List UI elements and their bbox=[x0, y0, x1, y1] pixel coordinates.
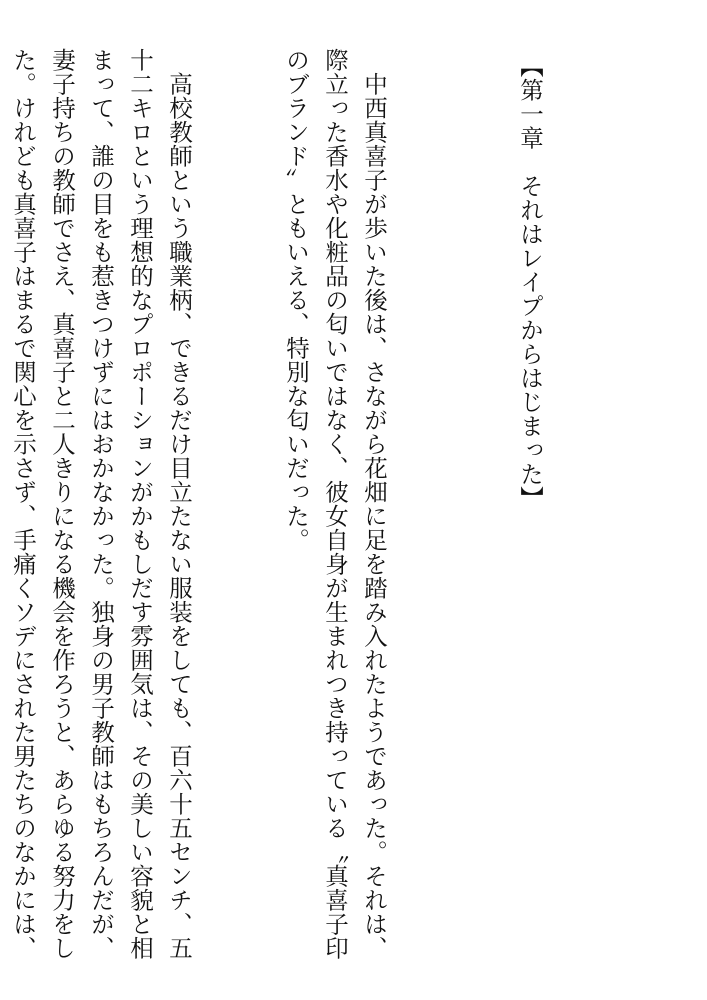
vertical-text-body bbox=[0, 48, 627, 978]
paragraph-2: 高校教師という職業柄、できるだけ目立たない服装をしても、百六十五センチ、五十二キロという理想的なプロポーションがかもしだす雰囲気は、その美しい容貌と相まって、誰の目をも惹きつけずにはおかなかった。独身の男子教師はもちろんだが、妻子持ちの教師でさえ、真喜子と二人きりになる機会を作ろうと、あらゆる努力をした。けれども真喜子はまるで関心を示さず、手痛くソデにされた男たちのなかには、 bbox=[9, 48, 193, 960]
chapter-title: 【第一章 それはレイプからはじまった】 bbox=[516, 54, 544, 510]
paragraph-1: 中西真喜子が歩いた後は、さながら花畑に足を踏み入れたようであった。それは、際立った香水や化粧品の匂いではなく、彼女自身が生まれつき持っている〝真喜子印のブランド〟ともいえる、特別な匂いだった。 bbox=[282, 48, 388, 960]
